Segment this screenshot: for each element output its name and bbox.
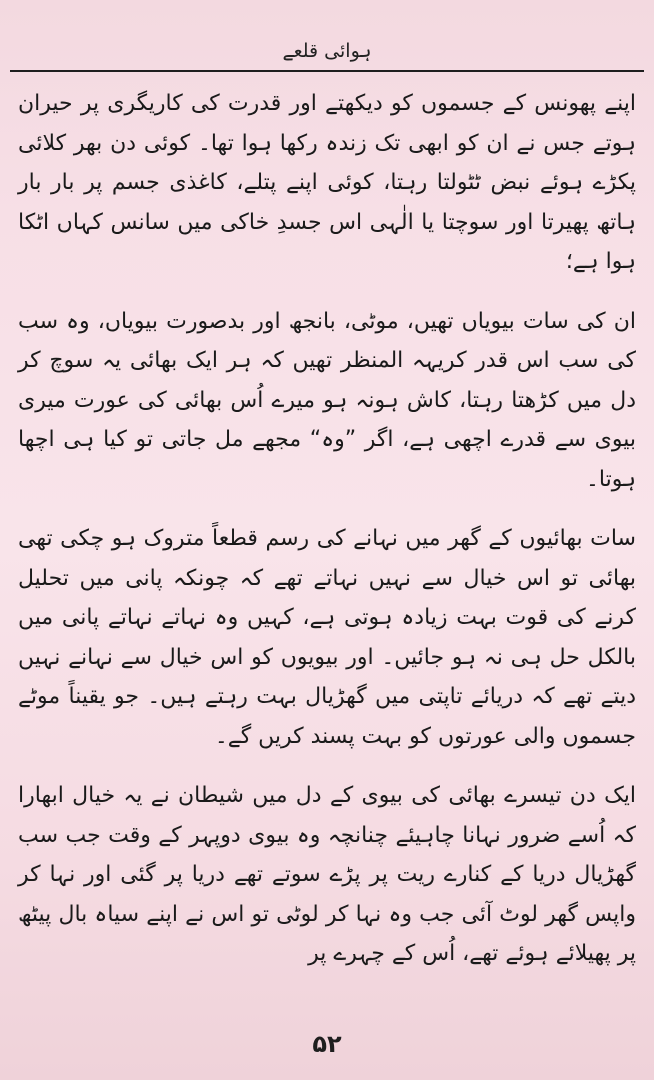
paragraph-4: ایک دن تیسرے بھائی کی بیوی کے دل میں شیطان نے یہ خیال ابھارا کہ اُسے ضرور نہانا چاہیئے چنانچہ وہ بیوی دوپہر کے وقت جب سب گھڑیال دریا کے کنارے ریت پر پڑے سوتے تھے دریا پر گئی اور نہا کر واپس گھر لوٹ آئی جب وہ نہا کر لوٹی تو اس نے اپنے سیاہ بال پیٹھ پر پھیلائے ہوئے تھے، اُس کے چہرے پر bbox=[18, 783, 636, 966]
header-rule bbox=[10, 70, 644, 72]
page-number: ۵۲ bbox=[312, 1030, 342, 1058]
page-body bbox=[18, 84, 636, 994]
paragraph-2: ان کی سات بیویاں تھیں، موٹی، بانجھ اور بدصورت بیویاں، وہ سب کی سب اس قدر کریہہ المنظر تھیں کہ ہر ایک بھائی یہ سوچ کر دل میں کڑھتا رہتا، کاش ہونہ ہو میرے اُس بھائی کی عورت میری بیوی سے قدرے اچھی ہے، اگر ”وہ“ مجھے مل جاتی تو کیا ہی اچھا ہوتا۔ bbox=[18, 308, 636, 492]
running-header: ہوائی قلعے bbox=[282, 40, 372, 62]
paragraph-3: سات بھائیوں کے گھر میں نہانے کی رسم قطعاً متروک ہو چکی تھی بھائی تو اس خیال سے نہیں نہاتے تھے کہ چونکہ پانی میں تحلیل کرنے کی قوت بہت زیادہ ہوتی ہے، کہیں وہ نہاتے نہاتے پانی میں بالکل حل ہی نہ ہو جائیں۔ اور بیویوں کو اس خیال سے نہانے نہیں دیتے تھے کہ دریائے تاپتی میں گھڑیال بہت رہتے ہیں۔ جو یقیناً موٹے جسموں والی عورتوں کو بہت پسند کریں گے۔ bbox=[18, 526, 636, 749]
paragraph-1: اپنے پھونس کے جسموں کو دیکھتے اور قدرت کی کاریگری پر حیران ہوتے جس نے ان کو ابھی تک زندہ رکھا ہوا تھا۔ کوئی دن بھر کلائی پکڑے ہوئے نبض ٹٹولتا رہتا، کوئی اپنے پتلے، کاغذی جسم پر بار بار ہاتھ پھیرتا اور سوچتا یا الٰہی اس جسدِ خاکی میں سانس کہاں اٹکا ہوا ہے؛ bbox=[18, 91, 636, 274]
